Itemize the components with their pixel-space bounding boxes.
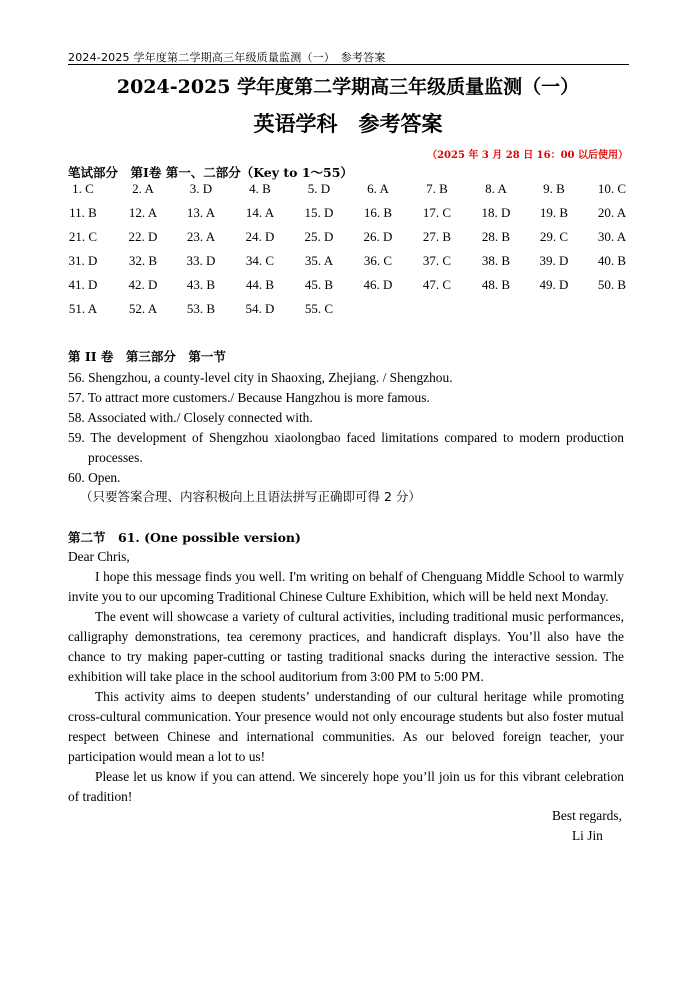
answer-key-cell: 44. B: [245, 277, 275, 292]
answer-key-cell: 48. B: [481, 277, 511, 292]
answer-key-cell: 35. A: [304, 253, 334, 268]
answer-key-row: [68, 298, 629, 322]
answer-key-cell: 33. D: [186, 253, 216, 268]
answer-key-cell: 4. B: [249, 181, 271, 196]
answer-key-cell: 16. B: [363, 205, 393, 220]
letter-paragraph: This activity aims to deepen students’ understanding of our cultural heritage while promoting cross-cultural communication. Your presence would not only encourage students but also foster mutual respect between Chinese and international communities. As our beloved foreign teacher, your participation would mean a lot to us!: [68, 689, 624, 764]
answer-key-cell: 31. D: [68, 253, 98, 268]
answer-key-row: [68, 202, 629, 226]
answer-key-cell: 15. D: [304, 205, 334, 220]
section2-heading: 第 II 卷 第三部分 第一节: [68, 349, 226, 364]
answer-key-cell: 3. D: [189, 181, 213, 196]
answer-key-cell: 2. A: [132, 181, 154, 196]
answer-59: 59. The development of Shengzhou xiaolongbao faced limitations compared to modern production processes.: [68, 430, 624, 465]
answer-key-cell: 25. D: [304, 229, 334, 244]
answer-key-row: [68, 178, 629, 202]
answer-key-cell: 17. C: [422, 205, 452, 220]
answer-key-cell: 18. D: [481, 205, 511, 220]
answer-key-cell: 19. B: [539, 205, 569, 220]
answer-key-cell: 52. A: [128, 301, 158, 316]
answer-key-cell: 23. A: [186, 229, 216, 244]
answer-key-grid: [68, 178, 629, 322]
answer-key-cell: 24. D: [245, 229, 275, 244]
section1-heading: 笔试部分 第Ⅰ卷 第一、二部分（Key to 1～55）: [68, 165, 353, 180]
answer-key-cell: 14. A: [245, 205, 275, 220]
answer-key-cell: 20. A: [597, 205, 627, 220]
answer-key-cell: 5. D: [307, 181, 331, 196]
answer-key-cell: 40. B: [597, 253, 627, 268]
answer-key-cell: 21. C: [68, 229, 98, 244]
answer-key-cell: 42. D: [128, 277, 158, 292]
answer-key-cell: 27. B: [422, 229, 452, 244]
answer-key-cell: 32. B: [128, 253, 158, 268]
running-header: 2024-2025 学年度第二学期高三年级质量监测（一） 参考答案: [68, 51, 386, 64]
page-title: 2024-2025 学年度第二学期高三年级质量监测（一）: [116, 76, 580, 98]
answer-60: 60. Open.: [68, 470, 121, 485]
answer-key-cell: 9. B: [543, 181, 565, 196]
answer-key-cell: 28. B: [481, 229, 511, 244]
answer-key-cell: 55. C: [304, 301, 334, 316]
usage-notice: （2025 年 3 月 28 日 16：00 以后使用）: [427, 150, 628, 161]
answer-key-cell: 37. C: [422, 253, 452, 268]
answer-key-cell: 43. B: [186, 277, 216, 292]
answer-56: 56. Shengzhou, a county-level city in Shaoxing, Zhejiang. / Shengzhou.: [68, 370, 453, 385]
answer-58: 58. Associated with./ Closely connected with.: [68, 410, 313, 425]
answer-key-cell: 49. D: [539, 277, 569, 292]
answer-key-cell: 30. A: [597, 229, 627, 244]
answer-key-cell: 39. D: [539, 253, 569, 268]
answer-key-cell: 10. C: [597, 181, 627, 196]
page-subtitle: 英语学科 参考答案: [253, 111, 443, 136]
letter-paragraph: I hope this message finds you well. I'm writing on behalf of Chenguang Middle School to warmly invite you to our upcoming Traditional Chinese Culture Exhibition, which will be held next Monday.: [68, 569, 624, 604]
answer-57: 57. To attract more customers./ Because Hangzhou is more famous.: [68, 390, 430, 405]
answer-key-cell: 29. C: [539, 229, 569, 244]
answer-key-cell: 46. D: [363, 277, 393, 292]
header-divider: [68, 64, 629, 65]
answer-key-cell: 51. A: [68, 301, 98, 316]
answer-key-row: [68, 274, 629, 298]
section3-heading: 第二节 61. (One possible version): [68, 530, 301, 545]
answer-key-cell: 54. D: [245, 301, 275, 316]
answer-key-cell: 8. A: [485, 181, 507, 196]
answer-key-cell: 7. B: [426, 181, 448, 196]
answer-key-cell: 34. C: [245, 253, 275, 268]
answer-key-cell: 47. C: [422, 277, 452, 292]
answer-key-cell: 22. D: [128, 229, 158, 244]
answer-key-cell: 6. A: [367, 181, 389, 196]
answer-key-cell: 45. B: [304, 277, 334, 292]
scoring-note: （只要答案合理、内容积极向上且语法拼写正确即可得 2 分）: [80, 489, 421, 504]
answer-key-cell: 53. B: [186, 301, 216, 316]
letter-signature: Li Jin: [572, 828, 603, 843]
answer-key-cell: 38. B: [481, 253, 511, 268]
answer-key-cell: 50. B: [597, 277, 627, 292]
answer-key-row: [68, 226, 629, 250]
sample-letter: [68, 547, 624, 807]
answer-key-cell: 41. D: [68, 277, 98, 292]
letter-paragraph: The event will showcase a variety of cultural activities, including traditional music performances, calligraphy demonstrations, tea ceremony practices, and handicraft displays. You’ll also have the chance to try making paper-cutting or tasting traditional snacks during the interactive session. The exhibition will take place in the school auditorium from 3:00 PM to 5:00 PM.: [68, 609, 624, 684]
letter-paragraph: Please let us know if you can attend. We sincerely hope you’ll join us for this vibrant celebration of tradition!: [68, 769, 624, 804]
answer-key-cell: 12. A: [128, 205, 158, 220]
answer-key-cell: 13. A: [186, 205, 216, 220]
answer-key-cell: 1. C: [72, 181, 94, 196]
answer-key-cell: 36. C: [363, 253, 393, 268]
answer-key-cell: 26. D: [363, 229, 393, 244]
letter-closing: Best regards,: [552, 808, 622, 823]
answer-key-cell: 11. B: [69, 205, 97, 220]
answer-key-row: [68, 250, 629, 274]
letter-greeting: Dear Chris,: [68, 549, 130, 564]
